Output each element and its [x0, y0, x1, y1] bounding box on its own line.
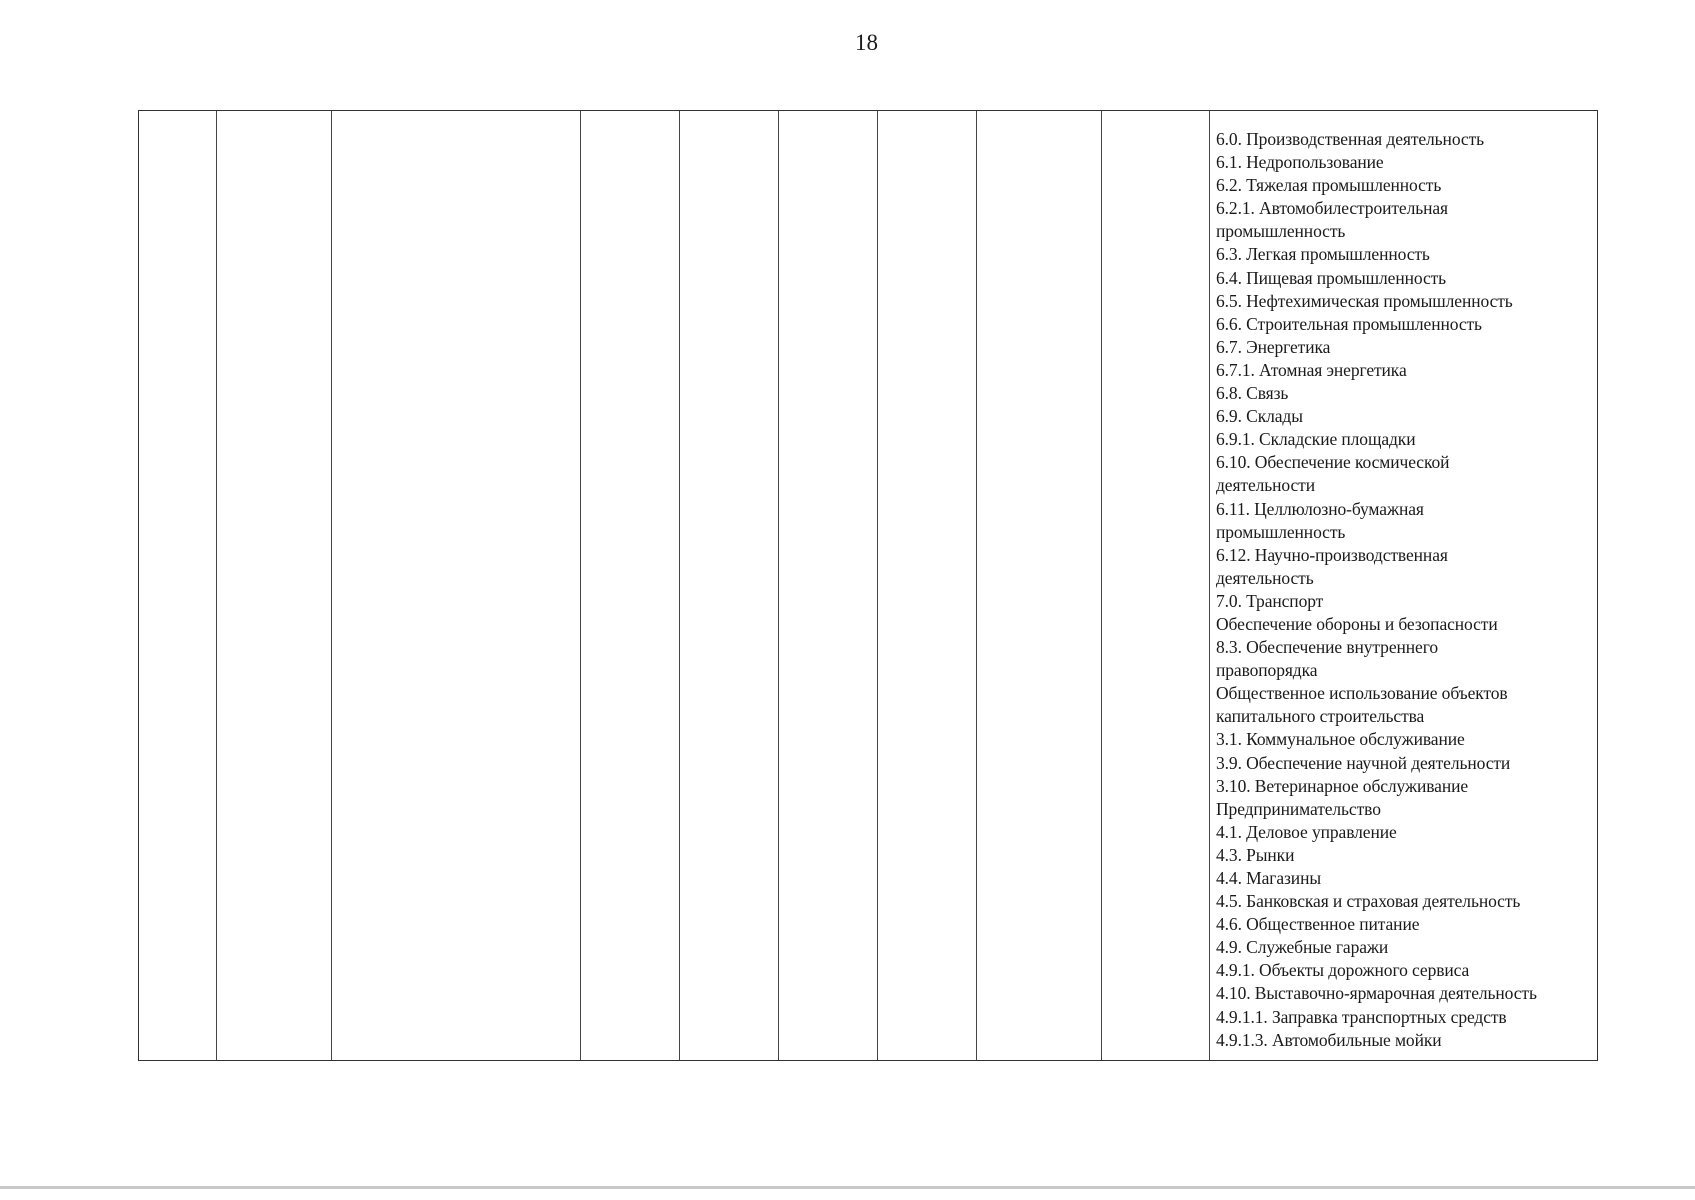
- list-item: 6.8. Связь: [1216, 383, 1289, 404]
- list-item: 6.10. Обеспечение космической: [1216, 452, 1450, 473]
- list-item: 6.9. Склады: [1216, 406, 1303, 427]
- list-item: 6.2. Тяжелая промышленность: [1216, 175, 1442, 196]
- list-item: деятельности: [1216, 475, 1315, 496]
- list-item: 3.10. Ветеринарное обслуживание: [1216, 775, 1469, 796]
- list-item: 4.9.1.3. Автомобильные мойки: [1216, 1029, 1442, 1050]
- list-item: 4.1. Деловое управление: [1216, 821, 1397, 842]
- column-divider: [778, 111, 779, 1060]
- list-item: 6.0. Производственная деятельность: [1216, 129, 1484, 149]
- list-item: 7.0. Транспорт: [1216, 590, 1324, 611]
- list-item: капитального строительства: [1216, 706, 1425, 727]
- column-divider: [331, 111, 332, 1060]
- list-item: 6.3. Легкая промышленность: [1216, 244, 1430, 265]
- column-divider: [877, 111, 878, 1060]
- list-item: 6.2.1. Автомобилестроительная: [1216, 198, 1448, 219]
- column-divider: [1101, 111, 1102, 1060]
- list-item: 3.1. Коммунальное обслуживание: [1216, 729, 1465, 750]
- column-divider: [976, 111, 977, 1060]
- list-item: промышленность: [1216, 221, 1346, 242]
- list-item: 6.7.1. Атомная энергетика: [1216, 359, 1407, 380]
- page-number: 18: [855, 30, 878, 55]
- list-item: 4.9.1. Объекты дорожного сервиса: [1216, 960, 1470, 981]
- list-item: 4.10. Выставочно-ярмарочная деятельность: [1216, 983, 1537, 1004]
- list-item: 6.5. Нефтехимическая промышленность: [1216, 290, 1513, 311]
- list-item: 6.4. Пищевая промышленность: [1216, 267, 1447, 288]
- list-item: 4.5. Банковская и страховая деятельность: [1216, 891, 1521, 912]
- list-item: 4.6. Общественное питание: [1216, 914, 1420, 935]
- column-divider: [216, 111, 217, 1060]
- list-item: Общественное использование объектов: [1216, 683, 1508, 704]
- list-item: промышленность: [1216, 521, 1346, 542]
- list-item: 4.4. Магазины: [1216, 868, 1321, 888]
- list-item: 6.11. Целлюлозно-бумажная: [1216, 498, 1424, 519]
- list-item: 6.6. Строительная промышленность: [1216, 313, 1482, 334]
- list-item: 8.3. Обеспечение внутреннего: [1216, 637, 1438, 658]
- list-item: деятельность: [1216, 567, 1314, 588]
- list-item: 4.9.1.1. Заправка транспортных средств: [1216, 1006, 1507, 1027]
- list-item: правопорядка: [1216, 660, 1318, 681]
- column-divider: [580, 111, 581, 1060]
- list-item: Предпринимательство: [1216, 798, 1381, 819]
- scan-edge-line: [0, 1186, 1695, 1189]
- list-item: 6.1. Недропользование: [1216, 152, 1384, 173]
- column-divider: [679, 111, 680, 1060]
- list-item: Обеспечение обороны и безопасности: [1216, 613, 1498, 634]
- list-item: 6.9.1. Складские площадки: [1216, 429, 1416, 450]
- list-item: 4.3. Рынки: [1216, 844, 1295, 865]
- list-item: 6.12. Научно-производственная: [1216, 544, 1448, 565]
- list-item: 3.9. Обеспечение научной деятельности: [1216, 752, 1511, 773]
- data-table: [138, 110, 1598, 1061]
- list-item: 6.7. Энергетика: [1216, 336, 1331, 357]
- list-item: 4.9. Служебные гаражи: [1216, 937, 1389, 958]
- permitted-uses-cell: [1210, 111, 1597, 1060]
